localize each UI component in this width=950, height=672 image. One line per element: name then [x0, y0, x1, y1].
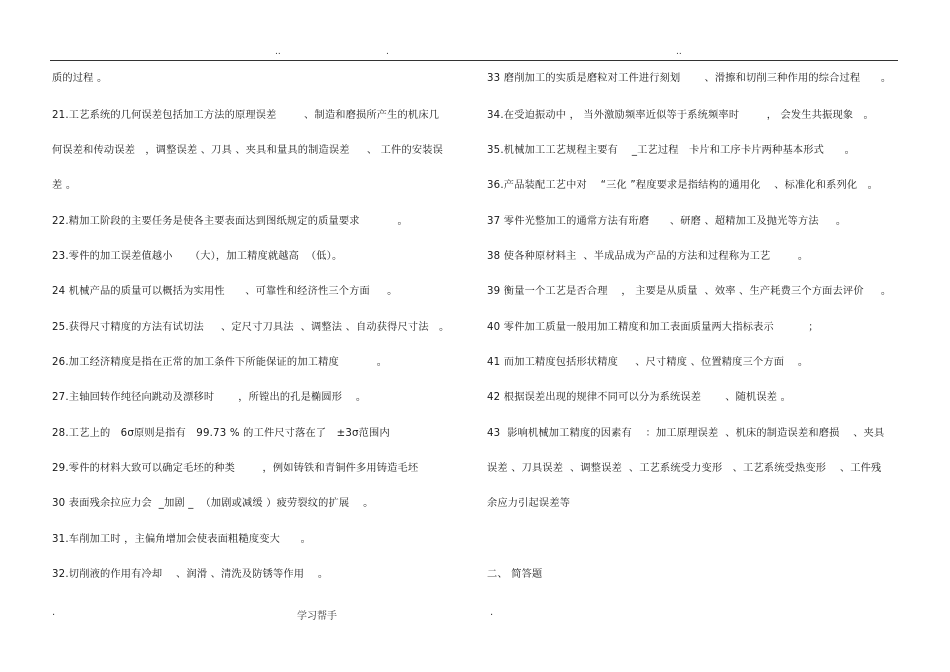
footer-text: 学习帮手	[297, 611, 337, 622]
text-line: 26.加工经济精度是指在正常的加工条件下所能保证的加工精度 。	[52, 357, 388, 368]
text-line: 24 机械产品的质量可以概括为实用性 、可靠性和经济性三个方面 。	[52, 286, 398, 297]
text-line: 何误差和传动误差 ，调整误差 、刀具 、夹具和量具的制造误差 、 工件的安装误	[52, 145, 443, 156]
footer-dot: .	[490, 607, 494, 618]
text-line: 28.工艺上的 6σ原则是指有 99.73 % 的工件尺寸落在了 ±3σ范围内	[52, 428, 390, 439]
header-dot: .	[386, 47, 389, 57]
text-line: 25.获得尺寸精度的方法有试切法 、定尺寸刀具法 、调整法 、自动获得尺寸法 。	[52, 322, 450, 333]
text-line: 22.精加工阶段的主要任务是使各主要表面达到图纸规定的质量要求 。	[52, 216, 408, 227]
text-line: 38 使各种原材料主 、半成品成为产品的方法和过程称为工艺 。	[487, 251, 809, 262]
text-line: 余应力引起误差等	[487, 498, 571, 509]
header-rule	[50, 60, 898, 61]
text-line: 29.零件的材料大致可以确定毛坯的种类 ，例如铸铁和青铜件多用铸造毛坯	[52, 463, 419, 474]
text-line: 39 衡量一个工艺是否合理 ， 主要是从质量 、效率 、生产耗费三个方面去评价 。	[487, 286, 892, 297]
text-line: 35.机械加工工艺规程主要有 _工艺过程 卡片和工序卡片两种基本形式 。	[487, 145, 856, 156]
header-dot: ..	[275, 47, 281, 57]
text-line: 41 而加工精度包括形状精度 、尺寸精度 、位置精度三个方面 。	[487, 357, 809, 368]
text-line: 差 。	[52, 180, 77, 191]
text-line: 21.工艺系统的几何误差包括加工方法的原理误差 、制造和磨损所产生的机床几	[52, 110, 440, 121]
text-line: 质的过程 。	[52, 73, 108, 84]
text-line: 37 零件光整加工的通常方法有珩磨 、研磨 、超精加工及抛光等方法 。	[487, 216, 847, 227]
header-dot: ..	[676, 47, 682, 57]
text-line: 31.车削加工时 ，主偏角增加会使表面粗糙度变大 。	[52, 534, 312, 545]
text-line: 误差 、刀具误差 、调整误差 、工艺系统受力变形 、工艺系统受热变形 、工件残	[487, 463, 882, 474]
text-line: 34.在受迫振动中 ， 当外激励频率近似等于系统频率时 ， 会发生共振现象 。	[487, 110, 874, 121]
text-line: 32.切削液的作用有冷却 、润滑 、清洗及防锈等作用 。	[52, 569, 329, 580]
text-line: 42 根据误差出现的规律不同可以分为系统误差 、随机误差 。	[487, 392, 791, 403]
text-line: 43 影响机械加工精度的因素有 ：加工原理误差 、机床的制造误差和磨损 、夹具	[487, 428, 885, 439]
footer-dot: .	[52, 607, 56, 618]
text-line: 23.零件的加工误差值越小 （大），加工精度就越高 （低）。	[52, 251, 343, 262]
text-line: 36.产品装配工艺中对 “三化 ”程度要求是指结构的通用化 、标准化和系列化 。	[487, 180, 879, 191]
section-heading: 二、 简答题	[487, 569, 543, 580]
text-line: 27.主轴回转作纯径向跳动及漂移时 ，所镗出的孔是椭圆形 。	[52, 392, 367, 403]
text-line: 40 零件加工质量一般用加工精度和加工表面质量两大指标表示 ；	[487, 322, 819, 333]
text-line: 30 表面残余拉应力会 _加剧 _ （加剧或减缓 ）疲劳裂纹的扩展 。	[52, 498, 374, 509]
text-line: 33 磨削加工的实质是磨粒对工件进行刻划 、滑擦和切削三种作用的综合过程 。	[487, 73, 892, 84]
